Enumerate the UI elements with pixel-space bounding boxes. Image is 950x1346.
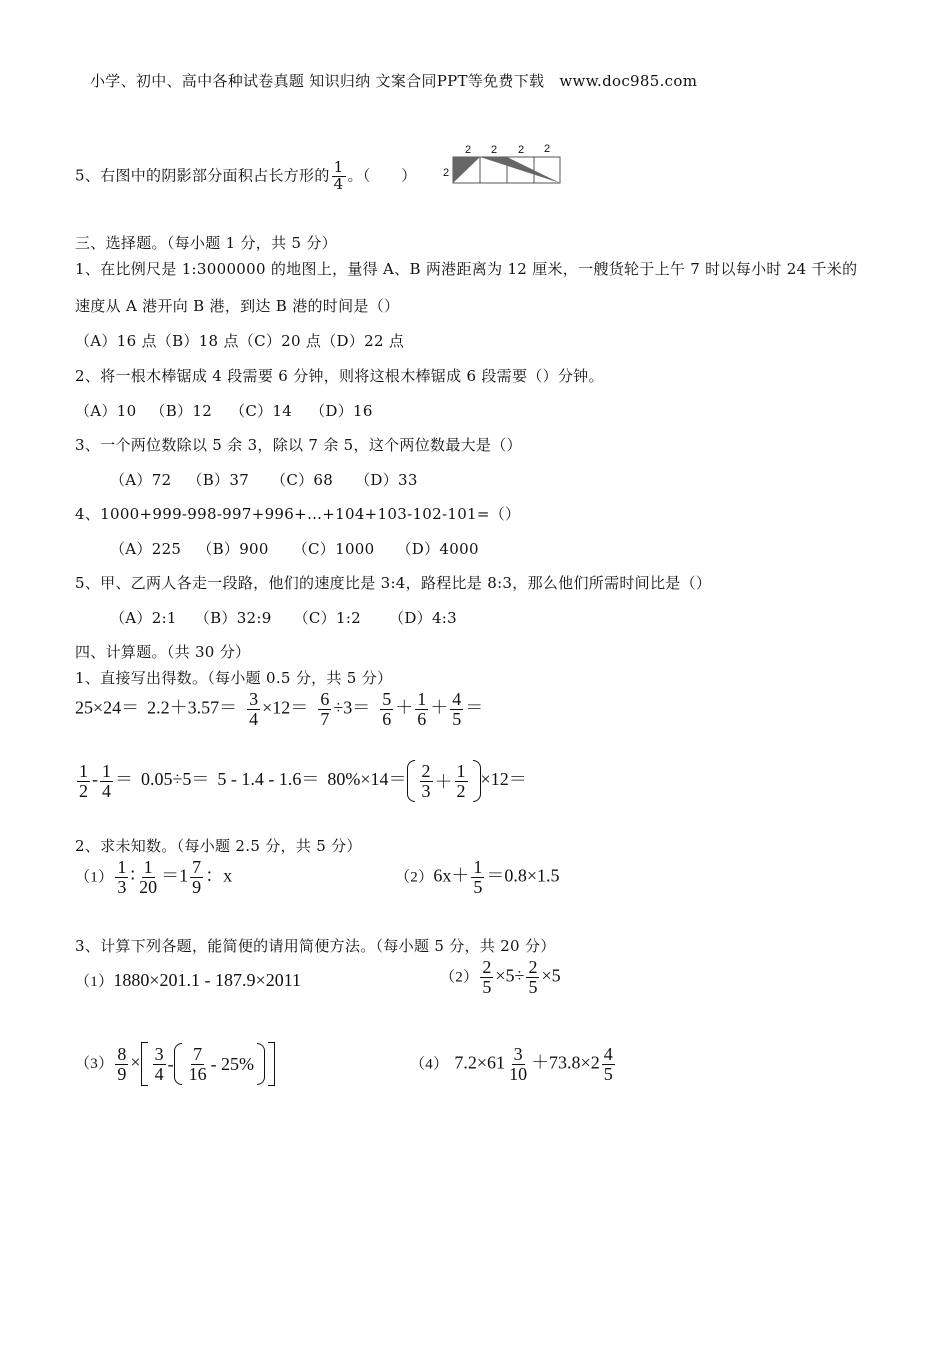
fraction: $\frac{1}{4}$	[333, 158, 344, 193]
option-d: （D）33	[355, 471, 418, 489]
answer-blank: 。（ ）	[347, 166, 417, 185]
q4-text: 4、1000+999-998-997+996+…+104+103-102-101=（）	[75, 505, 521, 523]
option-a: （A）72	[110, 471, 172, 489]
figure-label-1: 2	[465, 144, 472, 156]
option-c: （C）1000	[292, 540, 375, 558]
q1-options: （A）16 点（B）18 点（C）20 点（D）22 点	[75, 332, 405, 350]
direct-calc-row-1: 25×24＝ 2.2＋3.57＝ $\frac{3}{4}$ ×12＝ $\frac{6}{7}$ ÷3＝ $\frac{5}{6}$ ＋ $\frac{1}{6}$ ＋ $\frac{4}{5}$ ＝	[75, 689, 484, 729]
calc-item: 25×24＝	[75, 697, 140, 718]
header-url[interactable]: www.doc985.com	[559, 72, 698, 90]
q1-line1: 1、在比例尺是 1:3000000 的地图上，量得 A、B 两港距离为 12 厘米，一艘货轮于上午 7 时以每小时 24 千米的	[75, 260, 858, 278]
section-4-title: 四、计算题。（共 30 分）	[75, 643, 251, 661]
calc-problem-4: （4） 7.2×61 $\frac{3}{10}$ ＋73.8×2 $\frac{4}{5}$	[410, 1044, 613, 1084]
option-a: （A）2:1	[110, 609, 177, 627]
option-b: （B）900	[197, 540, 269, 558]
equation-2: （2）6x＋ $\frac{1}{5}$ ＝0.8×1.5	[395, 857, 560, 897]
calc-problem-2: （2） $\frac{2}{5}$ ×5÷ $\frac{2}{5}$ ×5	[440, 957, 561, 997]
page-header	[90, 70, 697, 91]
figure-side-label: 2	[443, 167, 450, 179]
calc-item: 2.2＋3.57＝	[147, 697, 238, 718]
judge-question-5	[75, 160, 417, 193]
option-a: （A）10	[75, 402, 137, 420]
q4-options	[110, 538, 479, 559]
equation-1: （1） $\frac{1}{3}$ ∶ $\frac{1}{20}$ ＝1 $\frac{7}{9}$ ：x	[75, 857, 233, 897]
option-b: （B）12	[150, 402, 213, 420]
calc-problem-3: （3） $\frac{8}{9}$ × $\frac{3}{4}$ - $\frac{7}{16}$ - 25%	[75, 1042, 275, 1086]
q5-text: 5、甲、乙两人各走一段路，他们的速度比是 3:4，路程比是 8:3，那么他们所需时间比是（）	[75, 574, 712, 592]
shaded-triangle-left	[453, 157, 480, 183]
q2-options	[75, 400, 373, 421]
section-3-title: 三、选择题。（每小题 1 分，共 5 分）	[75, 234, 337, 252]
option-a: （A）225	[110, 540, 182, 558]
figure-label-3: 2	[518, 144, 525, 156]
option-d: （D）16	[310, 402, 373, 420]
calc-problem-1: （1）1880×201.1 - 187.9×2011	[75, 970, 302, 990]
q1-line2: 速度从 A 港开向 B 港，到达 B 港的时间是（）	[75, 297, 400, 315]
option-b: （B）32:9	[194, 609, 272, 627]
rectangle-figure	[440, 140, 565, 186]
option-c: （C）14	[230, 402, 293, 420]
q3-text: 3、一个两位数除以 5 余 3，除以 7 余 5，这个两位数最大是（）	[75, 436, 522, 454]
question-text: 5、右图中的阴影部分面积占长方形的	[75, 166, 330, 185]
option-b: （B）37	[187, 471, 250, 489]
part2-title: 2、求未知数。（每小题 2.5 分，共 5 分）	[75, 837, 362, 855]
q3-options	[110, 469, 418, 490]
part3-title: 3、计算下列各题，能简便的请用简便方法。（每小题 5 分，共 20 分）	[75, 937, 556, 955]
option-d: （D）4000	[396, 540, 479, 558]
shaded-triangle-right	[480, 157, 560, 183]
header-text: 小学、初中、高中各种试卷真题 知识归纳 文案合同PPT等免费下载	[90, 72, 545, 90]
option-c: （C）1:2	[293, 609, 362, 627]
direct-calc-row-2: $\frac{1}{2}$ - $\frac{1}{4}$ ＝ 0.05÷5＝ 5 - 1.4 - 1.6＝ 80%×14＝ $\frac{2}{3}$ ＋ $\frac{1}{2}$ ×12＝	[79, 760, 527, 801]
option-d: （D）4:3	[389, 609, 457, 627]
q5-options	[110, 607, 457, 628]
figure-label-4: 2	[544, 143, 551, 155]
part1-title: 1、直接写出得数。（每小题 0.5 分，共 5 分）	[75, 669, 393, 687]
q2-text: 2、将一根木棒锯成 4 段需要 6 分钟，则将这根木棒锯成 6 段需要（）分钟。	[75, 367, 604, 385]
option-c: （C）68	[271, 471, 334, 489]
figure-label-2: 2	[491, 144, 498, 156]
